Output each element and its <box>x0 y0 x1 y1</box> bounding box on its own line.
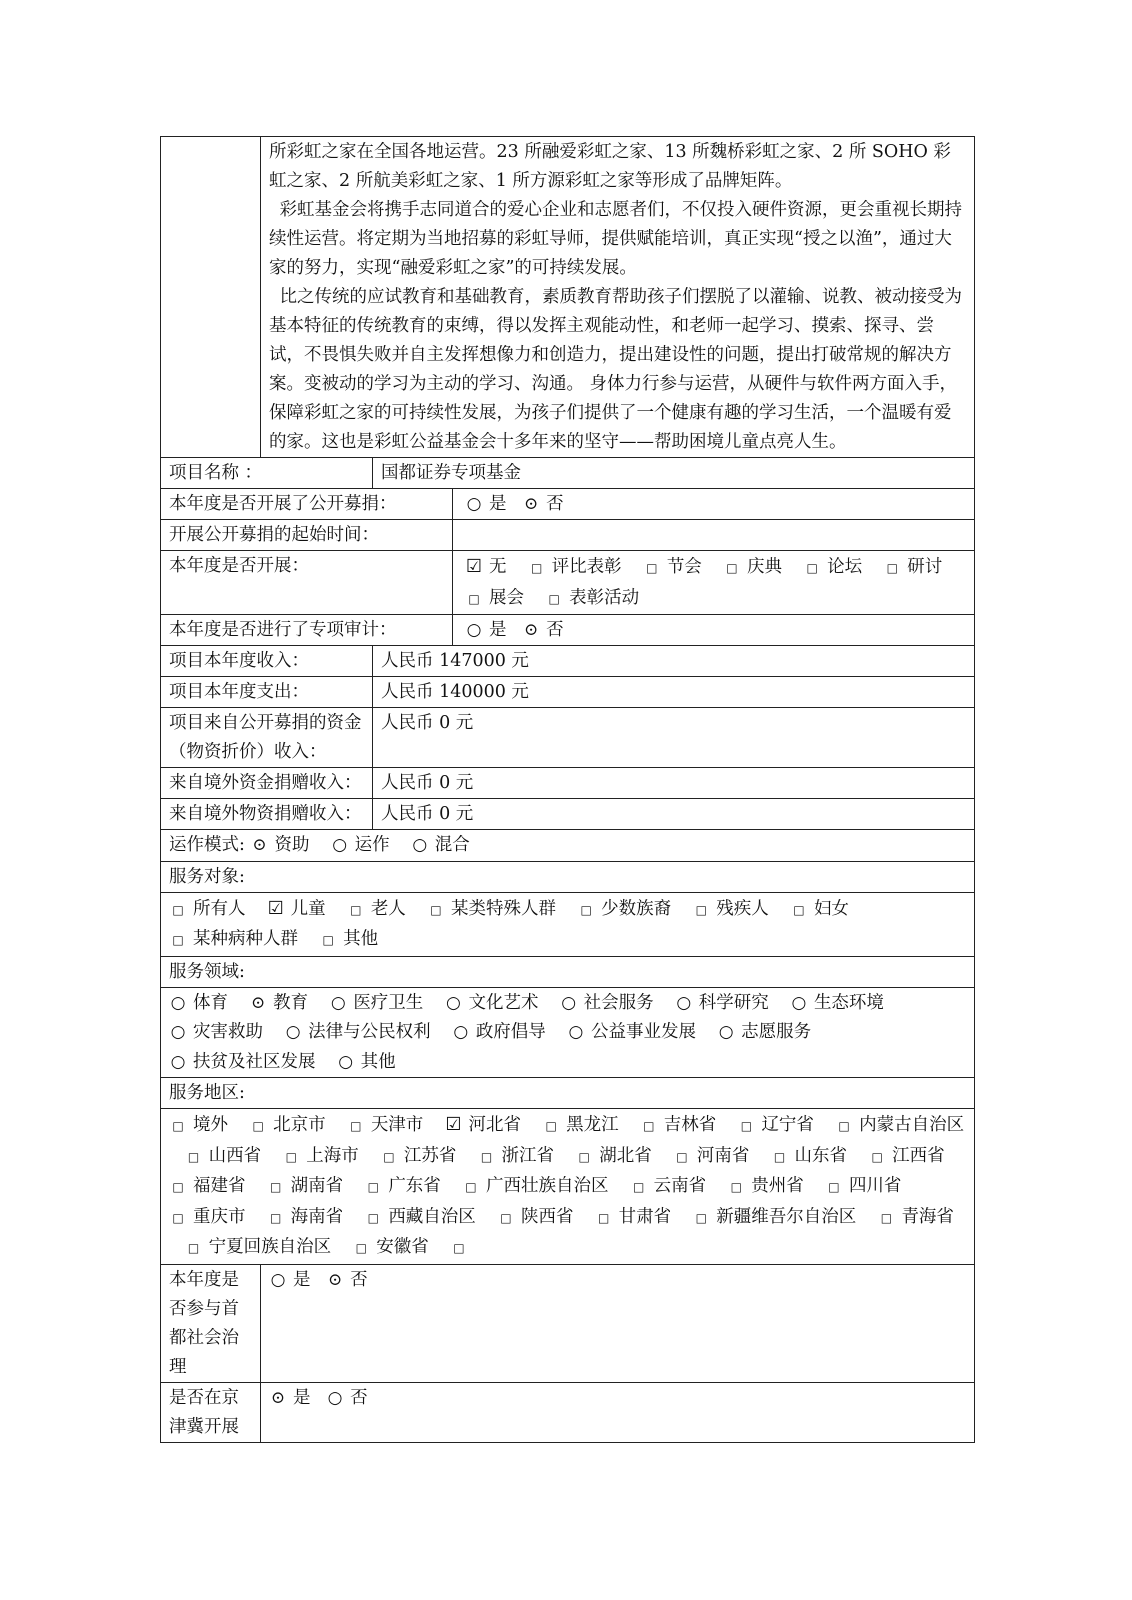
radio-option[interactable]: ⊙ 否 <box>326 1270 368 1290</box>
intro-paragraph-3: 比之传统的应试教育和基础教育，素质教育帮助孩子们摆脱了以灌输、说教、被动接受为基本特征的传统教育的束缚，得以发挥主观能动性，和老师一起学习、摸索、探寻、尝试，不畏惧失败并自主发挥想像力和创造力，提出建设性的问题，提出打破常规的解决方案。变被动的学习为主动的学习、沟通。 身体力行参与运营，从硬件与软件两方面入手，保障彩虹之家的可持续性发展，为孩子们提供了一个健康有趣的学习生活，一个温暖有爱的家。这也是彩虹公益基金会十多年来的坚守——帮助困境儿童点亮人生。 <box>269 287 962 452</box>
checkbox-option[interactable] <box>364 1207 476 1227</box>
mode-label: 运作模式: <box>169 835 245 855</box>
checkbox-option[interactable] <box>364 1176 441 1196</box>
checkbox-option[interactable] <box>577 899 671 919</box>
option-label: 庆典 <box>746 557 782 577</box>
option-label: 医疗卫生 <box>353 992 424 1013</box>
checkbox-option[interactable] <box>267 1176 344 1196</box>
option-label: 河南省 <box>696 1145 750 1166</box>
checkbox-option[interactable] <box>169 929 298 949</box>
option-label: 文化艺术 <box>468 992 539 1013</box>
public-income-value: 人民币 0 元 <box>373 708 975 768</box>
option-label: 贵州省 <box>751 1176 804 1196</box>
option-label: 甘肃省 <box>618 1206 672 1227</box>
radio-option[interactable] <box>567 1022 696 1042</box>
checkbox-option[interactable] <box>835 1115 964 1135</box>
radio-option[interactable] <box>337 1052 396 1072</box>
checkbox-option[interactable] <box>169 1115 228 1135</box>
checkbox-empty-icon: □ <box>187 1241 200 1255</box>
fields-row <box>161 987 975 1078</box>
option-label: 灾害救助 <box>193 1022 263 1042</box>
checkbox-option[interactable] <box>380 1146 457 1166</box>
checkbox-option[interactable] <box>169 899 246 919</box>
checkbox-option[interactable] <box>883 557 942 577</box>
radio-empty-icon: ○ <box>466 494 482 514</box>
checkbox-empty-icon: □ <box>643 1119 655 1133</box>
audit-row <box>161 615 975 646</box>
checkbox-checked-icon: ☑ <box>267 897 284 919</box>
public-fundraising-label: 本年度是否开展了公开募捐： <box>161 489 453 520</box>
public-fundraising-options <box>453 489 975 520</box>
radio-option[interactable] <box>675 993 769 1013</box>
radio-empty-icon: ○ <box>338 1051 354 1072</box>
checkbox-empty-icon: □ <box>632 1180 645 1194</box>
activities-label: 本年度是否开展： <box>161 551 453 615</box>
checkbox-empty-icon: □ <box>172 933 184 947</box>
intro-cell <box>261 137 975 458</box>
radio-option[interactable] <box>284 1022 431 1042</box>
option-label: 辽宁省 <box>761 1115 814 1135</box>
option-label: 云南省 <box>653 1176 707 1196</box>
option-label: 广西壮族自治区 <box>485 1176 609 1196</box>
option-label: 展会 <box>489 587 524 608</box>
intro-paragraph-2: 彩虹基金会将携手志同道合的爱心企业和志愿者们，不仅投入硬件资源，更会重视长期持续性运营。将定期为当地招募的彩虹导师，提供赋能培训，真正实现“授之以渔”，通过大家的努力，实现“融爱彩虹之家”的可持续发展。 <box>269 200 962 278</box>
checkbox-option[interactable] <box>868 1146 945 1166</box>
option-label: 公益事业发展 <box>590 1022 696 1042</box>
checkbox-empty-icon: □ <box>646 561 658 575</box>
targets-row <box>161 892 975 956</box>
radio-selected-icon: ⊙ <box>251 992 266 1013</box>
option-label: 某种病种人群 <box>193 929 298 949</box>
radio-option[interactable] <box>169 1022 263 1042</box>
audit-options <box>453 615 975 646</box>
activities-options <box>453 551 975 615</box>
checkbox-option[interactable] <box>673 1146 750 1166</box>
regions-label: 服务地区: <box>161 1078 975 1109</box>
checkbox-option[interactable] <box>465 588 524 608</box>
checkbox-option[interactable] <box>575 1146 652 1166</box>
capital-governance-label: 本年度是否参与首都社会治理 <box>161 1264 261 1382</box>
option-label: 北京市 <box>273 1115 326 1135</box>
capital-governance-row <box>161 1264 975 1382</box>
radio-empty-icon: ○ <box>568 1022 584 1042</box>
foreign-fund-row <box>161 768 975 799</box>
option-label: 天津市 <box>370 1115 424 1135</box>
income-label: 项目本年度收入： <box>161 646 373 677</box>
checkbox-option[interactable] <box>267 899 326 919</box>
fields-label: 服务领域: <box>161 956 975 987</box>
radio-empty-icon: ○ <box>285 1022 301 1042</box>
option-label: 所有人 <box>193 898 246 919</box>
checkbox-empty-icon: □ <box>726 561 738 575</box>
intro-paragraph-1: 所彩虹之家在全国各地运营。23 所融爱彩虹之家、13 所魏桥彩虹之家、2 所 SOHO 彩虹之家、2 所航美彩虹之家、1 所方源彩虹之家等形成了品牌矩阵。 <box>269 142 951 191</box>
option-label: 体育 <box>193 992 228 1013</box>
option-label: 儿童 <box>290 898 326 919</box>
radio-empty-icon: ○ <box>561 992 577 1013</box>
checkbox-empty-icon: □ <box>430 902 442 917</box>
audit-label: 本年度是否进行了专项审计： <box>161 615 453 646</box>
checkbox-empty-icon: □ <box>252 1119 264 1133</box>
option-label: 四川省 <box>848 1176 902 1196</box>
option-label: 河北省 <box>468 1115 521 1135</box>
checkbox-empty-icon: □ <box>871 1149 883 1164</box>
checkbox-empty-icon: □ <box>838 1119 850 1133</box>
option-label: 论坛 <box>827 557 863 577</box>
regions-label-row <box>161 1078 975 1109</box>
option-label: 其他 <box>360 1051 396 1072</box>
radio-option[interactable] <box>452 1022 546 1042</box>
checkbox-empty-icon: □ <box>172 1210 184 1225</box>
expense-value: 人民币 140000 元 <box>373 677 975 708</box>
option-label: 节会 <box>666 557 702 577</box>
checkbox-empty-icon: □ <box>880 1210 893 1225</box>
public-income-label: 项目来自公开募捐的资金（物资折价）收入： <box>161 708 373 768</box>
fields-label-row <box>161 956 975 987</box>
checkbox-option[interactable] <box>347 1115 424 1135</box>
option-label: 新疆维吾尔自治区 <box>716 1206 857 1227</box>
checkbox-empty-icon: □ <box>578 1149 590 1164</box>
checkbox-empty-icon: □ <box>285 1149 297 1164</box>
checkbox-empty-icon: □ <box>695 902 707 917</box>
checkbox-option[interactable] <box>249 1115 326 1135</box>
radio-option[interactable]: ○ 是 <box>269 1270 311 1290</box>
radio-option[interactable] <box>250 835 309 855</box>
radio-option[interactable]: ⊙ 否 <box>522 494 564 514</box>
checkbox-empty-icon: □ <box>548 591 560 606</box>
radio-selected-icon: ⊙ <box>523 494 539 514</box>
foreign-goods-value: 人民币 0 元 <box>373 799 975 830</box>
radio-option[interactable]: ○ 否 <box>326 1388 368 1408</box>
checkbox-empty-icon: □ <box>453 1241 465 1255</box>
option-label: 表彰活动 <box>569 587 640 608</box>
radio-empty-icon: ○ <box>270 1269 286 1290</box>
option-label: 西藏自治区 <box>388 1206 476 1227</box>
option-label: 老人 <box>370 898 406 919</box>
radio-option[interactable]: ○ 是 <box>465 494 507 514</box>
checkbox-option[interactable] <box>790 899 849 919</box>
radio-option[interactable] <box>560 993 654 1013</box>
checkbox-empty-icon: □ <box>269 1180 282 1194</box>
option-label: 湖南省 <box>290 1176 344 1196</box>
option-label: 资助 <box>274 835 310 855</box>
checkbox-empty-icon: □ <box>773 1149 786 1164</box>
checkbox-empty-icon: □ <box>187 1149 200 1164</box>
checkbox-empty-icon: □ <box>740 1119 753 1133</box>
radio-option[interactable]: ○ 是 <box>465 620 507 640</box>
radio-empty-icon: ○ <box>676 992 692 1013</box>
option-label: 上海市 <box>306 1145 359 1166</box>
checkbox-empty-icon: □ <box>465 1180 477 1194</box>
radio-empty-icon: ○ <box>170 992 186 1013</box>
option-label: 残疾人 <box>716 898 769 919</box>
option-label: 福建省 <box>193 1176 246 1196</box>
option-label: 内蒙古自治区 <box>859 1115 965 1135</box>
targets-label: 服务对象: <box>161 861 975 892</box>
option-label: 山西省 <box>208 1145 262 1166</box>
radio-empty-icon: ○ <box>718 1022 734 1042</box>
jjj-label: 是否在京津冀开展 <box>161 1382 261 1442</box>
checkbox-empty-icon: □ <box>500 1210 512 1225</box>
foreign-goods-label: 来自境外物资捐赠收入： <box>161 799 373 830</box>
checkbox-empty-icon: □ <box>580 902 592 917</box>
checkbox-option[interactable] <box>723 557 782 577</box>
radio-empty-icon: ○ <box>327 1387 343 1408</box>
checkbox-option[interactable] <box>692 899 769 919</box>
option-label: 江苏省 <box>403 1145 457 1166</box>
checkbox-option[interactable] <box>169 1176 246 1196</box>
checkbox-option[interactable] <box>803 557 862 577</box>
public-fundraising-row <box>161 489 975 520</box>
option-label: 社会服务 <box>583 992 654 1013</box>
fundraising-start-row <box>161 520 975 551</box>
checkbox-option[interactable] <box>465 557 507 577</box>
option-label: 境外 <box>193 1115 228 1135</box>
option-label: 政府倡导 <box>475 1022 546 1042</box>
income-value: 人民币 147000 元 <box>373 646 975 677</box>
targets-label-row <box>161 861 975 892</box>
option-label: 研讨 <box>907 557 943 577</box>
checkbox-empty-icon: □ <box>350 902 362 917</box>
checkbox-empty-icon: □ <box>530 561 543 575</box>
radio-option[interactable] <box>411 835 470 855</box>
option-label: 少数族裔 <box>601 898 672 919</box>
checkbox-option[interactable] <box>478 1146 555 1166</box>
checkbox-option[interactable] <box>427 899 556 919</box>
option-label: 山东省 <box>794 1145 848 1166</box>
checkbox-checked-icon: ☑ <box>445 1114 462 1135</box>
project-table <box>160 136 975 1443</box>
option-label: 青海省 <box>901 1206 954 1227</box>
capital-governance-options <box>261 1264 975 1382</box>
checkbox-option[interactable] <box>545 588 639 608</box>
checkbox-empty-icon: □ <box>828 1180 840 1194</box>
mode-row <box>161 830 975 862</box>
radio-selected-icon: ⊙ <box>327 1269 343 1290</box>
checkbox-empty-icon: □ <box>676 1149 688 1164</box>
checkbox-option[interactable] <box>185 1146 262 1166</box>
checkbox-option[interactable] <box>727 1176 804 1196</box>
radio-option[interactable] <box>169 1052 316 1072</box>
checkbox-option[interactable] <box>267 1207 344 1227</box>
radio-empty-icon: ○ <box>330 992 346 1013</box>
checkbox-empty-icon: □ <box>480 1149 493 1164</box>
checkbox-option[interactable] <box>169 1207 246 1227</box>
option-label: 生态环境 <box>813 992 884 1013</box>
checkbox-empty-icon: □ <box>545 1119 557 1133</box>
checkbox-option[interactable] <box>692 1207 856 1227</box>
jjj-options <box>261 1382 975 1442</box>
radio-option[interactable] <box>249 993 308 1013</box>
activities-row <box>161 551 975 615</box>
checkbox-option[interactable] <box>319 929 378 949</box>
option-label: 浙江省 <box>501 1145 555 1166</box>
option-label: 湖北省 <box>599 1145 652 1166</box>
option-label: 无 <box>489 557 507 577</box>
option-label: 吉林省 <box>663 1115 717 1135</box>
option-label: 评比表彰 <box>551 557 622 577</box>
checkbox-empty-icon: □ <box>793 902 805 917</box>
checkbox-empty-icon: □ <box>695 1210 707 1225</box>
option-label: 黑龙江 <box>566 1115 619 1135</box>
targets-options <box>161 892 975 956</box>
option-label: 教育 <box>273 992 309 1013</box>
checkbox-option[interactable] <box>528 557 622 577</box>
checkbox-option[interactable] <box>352 1237 429 1257</box>
radio-empty-icon: ○ <box>466 620 482 640</box>
checkbox-empty-icon: □ <box>886 561 898 575</box>
foreign-goods-row <box>161 799 975 830</box>
option-label: 广东省 <box>388 1176 441 1196</box>
mode-options <box>161 830 975 862</box>
project-name-label: 项目名称 ： <box>161 458 373 489</box>
option-label: 志愿服务 <box>741 1022 812 1042</box>
radio-option[interactable] <box>169 993 228 1013</box>
option-label: 陕西省 <box>520 1206 574 1227</box>
checkbox-option[interactable] <box>877 1207 954 1227</box>
checkbox-empty-icon: □ <box>269 1210 282 1225</box>
checkbox-option[interactable] <box>595 1207 672 1227</box>
fundraising-start-value <box>453 520 975 551</box>
radio-empty-icon: ○ <box>412 835 428 855</box>
option-label: 重庆市 <box>193 1206 246 1227</box>
project-name-row <box>161 458 975 489</box>
option-label: 运作 <box>354 835 390 855</box>
checkbox-option[interactable] <box>771 1146 848 1166</box>
radio-selected-icon: ⊙ <box>270 1387 286 1408</box>
intro-left-cell <box>161 137 261 458</box>
radio-empty-icon: ○ <box>170 1051 186 1072</box>
regions-options <box>161 1109 975 1265</box>
checkbox-option[interactable] <box>450 1237 474 1257</box>
radio-empty-icon: ○ <box>332 835 348 855</box>
checkbox-empty-icon: □ <box>597 1210 610 1225</box>
checkbox-checked-icon: ☑ <box>465 556 483 577</box>
radio-option[interactable] <box>790 993 884 1013</box>
checkbox-option[interactable] <box>825 1176 902 1196</box>
checkbox-option[interactable] <box>737 1115 814 1135</box>
checkbox-option[interactable] <box>282 1146 359 1166</box>
radio-selected-icon: ⊙ <box>252 835 267 855</box>
checkbox-empty-icon: □ <box>355 1241 367 1255</box>
checkbox-option[interactable] <box>497 1207 574 1227</box>
foreign-fund-label: 来自境外资金捐赠收入： <box>161 768 373 799</box>
checkbox-option[interactable] <box>185 1237 332 1257</box>
option-label: 法律与公民权利 <box>308 1022 431 1042</box>
regions-row <box>161 1109 975 1265</box>
radio-option[interactable] <box>329 993 423 1013</box>
option-label: 某类特殊人群 <box>450 898 556 919</box>
radio-option[interactable] <box>331 835 390 855</box>
intro-row <box>161 137 975 458</box>
radio-empty-icon: ○ <box>446 992 461 1013</box>
radio-selected-icon: ⊙ <box>523 620 539 640</box>
checkbox-empty-icon: □ <box>322 933 334 947</box>
foreign-fund-value: 人民币 0 元 <box>373 768 975 799</box>
checkbox-option[interactable] <box>462 1176 609 1196</box>
option-label: 混合 <box>434 835 470 855</box>
option-label: 科学研究 <box>698 992 769 1013</box>
checkbox-option[interactable] <box>643 557 702 577</box>
checkbox-empty-icon: □ <box>468 591 480 606</box>
checkbox-empty-icon: □ <box>350 1119 362 1133</box>
radio-empty-icon: ○ <box>453 1022 469 1042</box>
income-row <box>161 646 975 677</box>
radio-option[interactable]: ⊙ 是 <box>269 1388 311 1408</box>
radio-empty-icon: ○ <box>170 1022 186 1042</box>
fields-options <box>161 987 975 1078</box>
expense-row <box>161 677 975 708</box>
fundraising-start-label: 开展公开募捐的起始时间： <box>161 520 453 551</box>
option-label: 扶贫及社区发展 <box>193 1051 316 1072</box>
jjj-row <box>161 1382 975 1442</box>
checkbox-option[interactable] <box>542 1115 619 1135</box>
project-name-value: 国都证券专项基金 <box>373 458 975 489</box>
public-income-row <box>161 708 975 768</box>
checkbox-option[interactable] <box>630 1176 707 1196</box>
option-label: 安徽省 <box>376 1237 429 1257</box>
checkbox-empty-icon: □ <box>172 1180 184 1194</box>
radio-option[interactable] <box>444 993 538 1013</box>
option-label: 宁夏回族自治区 <box>208 1237 332 1257</box>
checkbox-empty-icon: □ <box>806 561 818 575</box>
checkbox-empty-icon: □ <box>367 1210 379 1225</box>
expense-label: 项目本年度支出： <box>161 677 373 708</box>
option-label: 妇女 <box>813 898 849 919</box>
option-label: 江西省 <box>892 1145 945 1166</box>
checkbox-empty-icon: □ <box>367 1180 379 1194</box>
checkbox-option[interactable] <box>444 1115 521 1135</box>
radio-empty-icon: ○ <box>791 992 807 1013</box>
checkbox-empty-icon: □ <box>172 902 184 917</box>
option-label: 海南省 <box>290 1206 344 1227</box>
checkbox-empty-icon: □ <box>383 1149 395 1164</box>
radio-option[interactable] <box>717 1022 811 1042</box>
checkbox-empty-icon: □ <box>730 1180 742 1194</box>
project-form <box>160 136 974 1443</box>
checkbox-option[interactable] <box>640 1115 717 1135</box>
checkbox-option[interactable] <box>347 899 406 919</box>
radio-option[interactable]: ⊙ 否 <box>522 620 564 640</box>
option-label: 其他 <box>343 929 379 949</box>
checkbox-empty-icon: □ <box>172 1119 184 1133</box>
